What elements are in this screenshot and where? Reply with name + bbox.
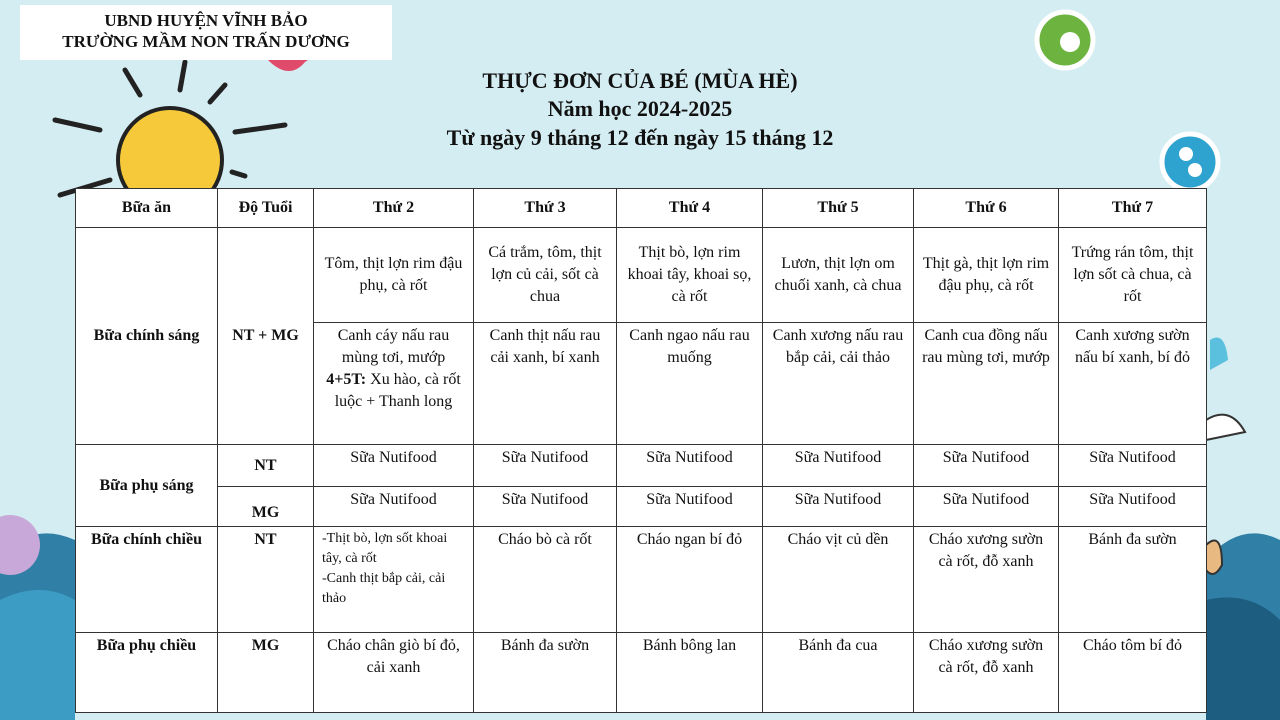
school-header-box — [20, 5, 392, 60]
dish-cell: Tôm, thịt lợn rim đậu phụ, cà rốt — [314, 228, 474, 323]
soup-cell: Canh xương nấu rau bắp cải, cải thảo — [763, 323, 914, 445]
dish-cell: Sữa Nutifood — [914, 487, 1059, 527]
dish-cell: Lươn, thịt lợn om chuối xanh, cà chua — [763, 228, 914, 323]
dish-line: -Canh thịt bắp cải, cải thảo — [322, 571, 446, 606]
dish-cell: Cháo xương sườn cà rốt, đỗ xanh — [914, 527, 1059, 633]
dish-cell: Cháo vịt củ dền — [763, 527, 914, 633]
dish-cell: Bánh đa sườn — [474, 633, 617, 713]
table-row — [76, 487, 1207, 527]
soup-text: Canh cáy nấu rau mùng tơi, mướp — [337, 327, 450, 366]
age-label: NT — [218, 445, 314, 487]
school-name: TRƯỜNG MẦM NON TRẤN DƯƠNG — [62, 32, 350, 51]
dish-cell: Sữa Nutifood — [763, 445, 914, 487]
letter-8-icon — [1162, 134, 1218, 190]
dish-cell: Trứng rán tôm, thịt lợn sốt cà chua, cà rốt — [1059, 228, 1207, 323]
dish-cell: Sữa Nutifood — [763, 487, 914, 527]
extra-text — [322, 369, 465, 413]
soup-cell: Canh cua đồng nấu rau mùng tơi, mướp — [914, 323, 1059, 445]
meal-label: Bữa phụ sáng — [76, 445, 218, 527]
column-header: Thứ 2 — [314, 189, 474, 228]
date-range: Từ ngày 9 tháng 12 đến ngày 15 tháng 12 — [446, 125, 834, 150]
letter-c-icon — [1037, 12, 1093, 68]
dish-cell: Sữa Nutifood — [914, 445, 1059, 487]
dish-cell — [314, 527, 474, 633]
soup-cell: Canh thịt nấu rau cải xanh, bí xanh — [474, 323, 617, 445]
dish-cell: Bánh bông lan — [617, 633, 763, 713]
soup-cell: Canh xương sườn nấu bí xanh, bí đỏ — [1059, 323, 1207, 445]
meal-label: Bữa phụ chiều — [76, 633, 218, 713]
column-header: Bữa ăn — [76, 189, 218, 228]
dish-cell: Sữa Nutifood — [314, 487, 474, 527]
table-header-row — [76, 189, 1207, 228]
age-label: MG — [218, 633, 314, 713]
dish-cell: Bánh đa sườn — [1059, 527, 1207, 633]
meal-label: Bữa chính sáng — [76, 228, 218, 445]
dish-cell: Cháo ngan bí đỏ — [617, 527, 763, 633]
column-header: Thứ 6 — [914, 189, 1059, 228]
table-row — [76, 527, 1207, 633]
dish-cell: Sữa Nutifood — [474, 445, 617, 487]
column-header: Thứ 3 — [474, 189, 617, 228]
dish-cell: Sữa Nutifood — [1059, 487, 1207, 527]
table-row — [76, 228, 1207, 323]
soup-cell — [314, 323, 474, 445]
dish-cell: Sữa Nutifood — [617, 445, 763, 487]
dish-cell: Cháo chân giò bí đỏ, cải xanh — [314, 633, 474, 713]
district-name: UBND HUYỆN VĨNH BẢO — [104, 11, 308, 30]
dish-cell: Sữa Nutifood — [314, 445, 474, 487]
dish-cell: Cháo tôm bí đỏ — [1059, 633, 1207, 713]
age-label: MG — [218, 487, 314, 527]
column-header: Độ Tuổi — [218, 189, 314, 228]
menu-title: THỰC ĐƠN CỦA BÉ (MÙA HÈ) — [482, 68, 798, 93]
extra-desc: Xu hào, cà rốt luộc + Thanh long — [334, 371, 461, 410]
age-label: NT — [218, 527, 314, 633]
table-row — [76, 445, 1207, 487]
dish-line: -Thịt bò, lợn sốt khoai tây, cà rốt — [322, 531, 448, 566]
column-header: Thứ 4 — [617, 189, 763, 228]
dish-cell: Sữa Nutifood — [617, 487, 763, 527]
column-header: Thứ 7 — [1059, 189, 1207, 228]
soup-cell: Canh ngao nấu rau muống — [617, 323, 763, 445]
dish-cell: Thịt bò, lợn rim khoai tây, khoai sọ, cà rốt — [617, 228, 763, 323]
dish-cell: Sữa Nutifood — [474, 487, 617, 527]
dish-cell: Cháo bò cà rốt — [474, 527, 617, 633]
dish-cell: Bánh đa cua — [763, 633, 914, 713]
meal-label: Bữa chính chiều — [76, 527, 218, 633]
dish-cell: Cá trắm, tôm, thịt lợn củ cải, sốt cà chua — [474, 228, 617, 323]
dish-cell: Cháo xương sườn cà rốt, đỗ xanh — [914, 633, 1059, 713]
dish-cell: Sữa Nutifood — [1059, 445, 1207, 487]
dish-cell: Thịt gà, thịt lợn rim đậu phụ, cà rốt — [914, 228, 1059, 323]
table-row — [76, 633, 1207, 713]
menu-table — [75, 188, 1207, 713]
column-header: Thứ 5 — [763, 189, 914, 228]
school-year: Năm học 2024-2025 — [547, 96, 733, 121]
extra-label: 4+5T: — [326, 371, 367, 388]
age-label: NT + MG — [218, 228, 314, 445]
